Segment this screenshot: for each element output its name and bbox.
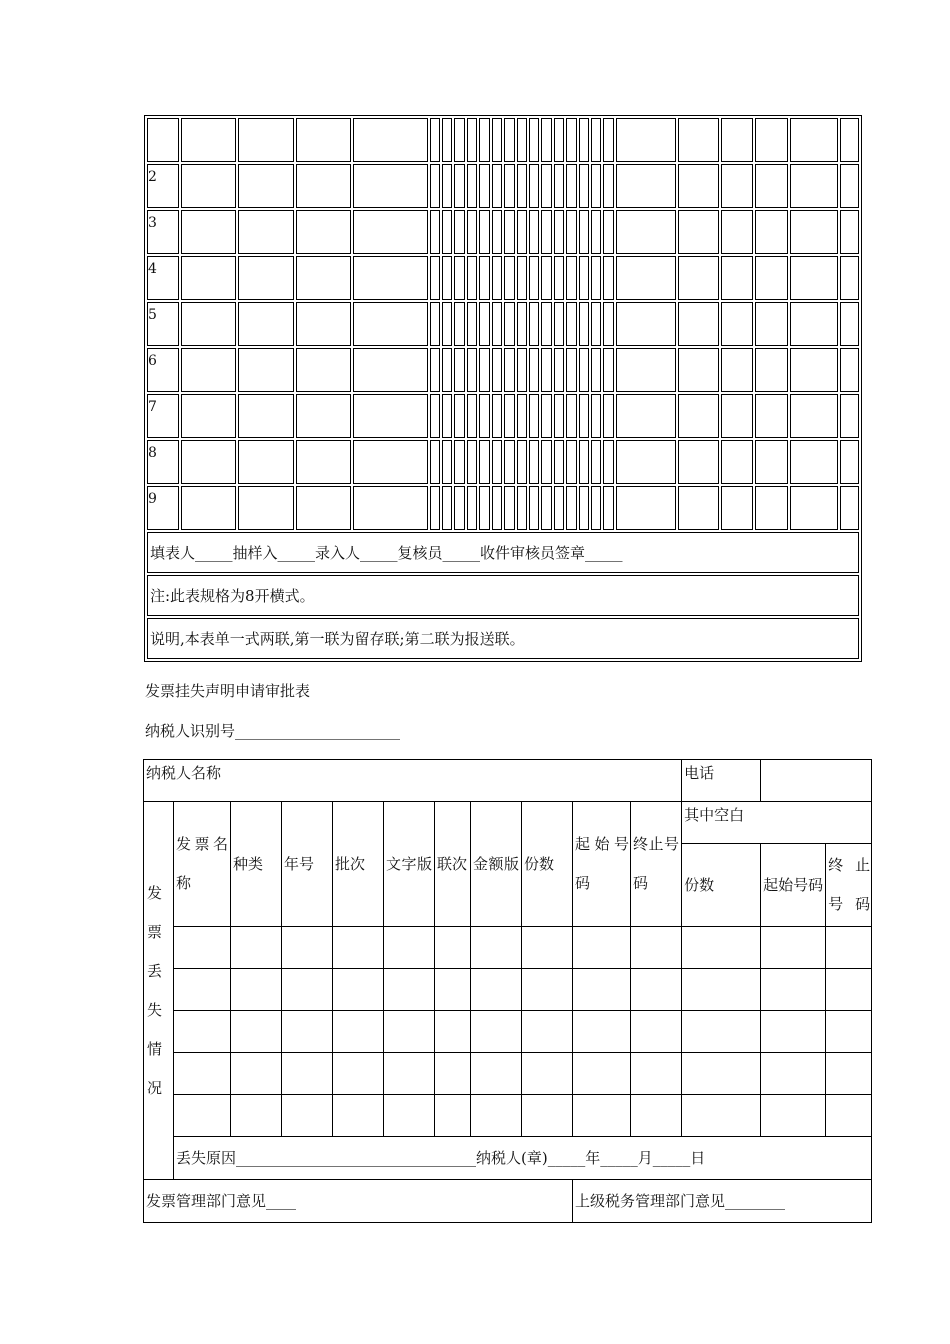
form-title: 发票挂失声明申请审批表 bbox=[145, 682, 311, 700]
table-cell[interactable] bbox=[529, 164, 539, 208]
table-cell[interactable] bbox=[840, 118, 859, 162]
table-cell[interactable] bbox=[721, 348, 753, 392]
table-cell[interactable] bbox=[454, 394, 464, 438]
table-cell[interactable] bbox=[616, 210, 676, 254]
table-cell[interactable] bbox=[603, 348, 613, 392]
col-blank-start: 起始号码 bbox=[761, 844, 826, 927]
taxpayer-name-label: 纳税人名称 bbox=[144, 760, 682, 802]
table-cell[interactable] bbox=[616, 302, 676, 346]
col-end-no: 终止号码 bbox=[631, 802, 682, 927]
phone-value[interactable] bbox=[761, 760, 872, 802]
table-cell[interactable] bbox=[181, 486, 236, 530]
table-cell[interactable] bbox=[517, 164, 527, 208]
table-cell[interactable] bbox=[678, 348, 719, 392]
table-cell[interactable] bbox=[840, 302, 859, 346]
table-row bbox=[147, 302, 859, 346]
table-cell[interactable] bbox=[554, 302, 564, 346]
table-cell[interactable] bbox=[504, 394, 514, 438]
table-cell[interactable] bbox=[479, 164, 489, 208]
table-cell[interactable] bbox=[579, 118, 589, 162]
table-row bbox=[147, 348, 859, 392]
table-cell[interactable] bbox=[238, 210, 293, 254]
table-row bbox=[144, 969, 872, 1011]
table-cell[interactable] bbox=[755, 486, 788, 530]
table-cell[interactable] bbox=[541, 348, 551, 392]
table-cell[interactable] bbox=[616, 256, 676, 300]
table-cell[interactable] bbox=[591, 210, 601, 254]
table-cell[interactable] bbox=[529, 394, 539, 438]
table-cell[interactable] bbox=[492, 486, 502, 530]
table-cell[interactable] bbox=[492, 118, 502, 162]
table-cell[interactable] bbox=[566, 118, 576, 162]
invoice-loss-table bbox=[143, 759, 872, 1223]
table-cell[interactable] bbox=[721, 440, 753, 484]
table-row bbox=[147, 394, 859, 438]
table-cell[interactable] bbox=[541, 302, 551, 346]
table-cell[interactable] bbox=[840, 486, 859, 530]
table-cell[interactable] bbox=[755, 394, 788, 438]
table-row bbox=[147, 486, 859, 530]
table-cell[interactable] bbox=[479, 394, 489, 438]
col-start-no: 起始号码 bbox=[573, 802, 631, 927]
table-cell[interactable] bbox=[504, 256, 514, 300]
table-cell[interactable] bbox=[554, 210, 564, 254]
table-cell[interactable] bbox=[181, 210, 236, 254]
table-cell[interactable] bbox=[755, 256, 788, 300]
table-cell[interactable] bbox=[517, 440, 527, 484]
table-cell[interactable] bbox=[721, 118, 753, 162]
table-cell[interactable] bbox=[529, 348, 539, 392]
table-cell[interactable] bbox=[616, 440, 676, 484]
table-cell[interactable] bbox=[517, 348, 527, 392]
table-cell[interactable] bbox=[541, 256, 551, 300]
table-cell[interactable] bbox=[755, 164, 788, 208]
col-blank-group: 其中空白 bbox=[682, 802, 872, 844]
table-cell[interactable] bbox=[755, 210, 788, 254]
table-cell[interactable] bbox=[353, 118, 428, 162]
table-cell[interactable] bbox=[296, 164, 351, 208]
table-cell[interactable] bbox=[454, 348, 464, 392]
table-cell[interactable] bbox=[238, 118, 293, 162]
table-cell[interactable] bbox=[554, 440, 564, 484]
table-cell[interactable] bbox=[554, 256, 564, 300]
phone-label: 电话 bbox=[682, 760, 761, 802]
col-text-edition: 文字版 bbox=[384, 802, 435, 927]
table-cell[interactable] bbox=[454, 256, 464, 300]
table-cell[interactable] bbox=[353, 348, 428, 392]
table-cell[interactable] bbox=[566, 486, 576, 530]
table-cell[interactable] bbox=[479, 118, 489, 162]
table-cell[interactable] bbox=[603, 210, 613, 254]
table-cell[interactable] bbox=[603, 118, 613, 162]
table-cell[interactable] bbox=[554, 164, 564, 208]
table-cell[interactable] bbox=[603, 486, 613, 530]
table-cell[interactable] bbox=[492, 440, 502, 484]
table-cell[interactable] bbox=[790, 164, 838, 208]
table-cell[interactable] bbox=[678, 394, 719, 438]
table-cell[interactable] bbox=[296, 394, 351, 438]
table-cell[interactable] bbox=[504, 440, 514, 484]
table-cell[interactable] bbox=[353, 164, 428, 208]
table-cell[interactable] bbox=[579, 164, 589, 208]
table-cell[interactable] bbox=[517, 486, 527, 530]
table-cell[interactable] bbox=[467, 486, 477, 530]
table-cell[interactable] bbox=[790, 440, 838, 484]
table-cell[interactable] bbox=[840, 210, 859, 254]
table-cell[interactable] bbox=[454, 486, 464, 530]
table-cell[interactable] bbox=[579, 302, 589, 346]
table-cell[interactable] bbox=[504, 302, 514, 346]
table-cell[interactable] bbox=[296, 486, 351, 530]
table-cell[interactable] bbox=[353, 302, 428, 346]
table-cell[interactable] bbox=[566, 302, 576, 346]
table-cell[interactable] bbox=[529, 118, 539, 162]
table-cell[interactable] bbox=[430, 256, 440, 300]
table-cell[interactable] bbox=[541, 164, 551, 208]
table-cell[interactable] bbox=[603, 440, 613, 484]
table-cell[interactable] bbox=[296, 210, 351, 254]
table-cell[interactable] bbox=[238, 394, 293, 438]
table-cell[interactable] bbox=[442, 486, 452, 530]
col-count: 份数 bbox=[522, 802, 573, 927]
table-cell[interactable] bbox=[678, 440, 719, 484]
row-number bbox=[147, 118, 179, 162]
table-cell[interactable] bbox=[721, 302, 753, 346]
table-cell[interactable] bbox=[467, 118, 477, 162]
col-blank-count: 份数 bbox=[682, 844, 761, 927]
row-number: 9 bbox=[147, 486, 179, 530]
note-line: 注:此表规格为8开横式。 bbox=[147, 575, 859, 616]
table-cell[interactable] bbox=[721, 394, 753, 438]
table-cell[interactable] bbox=[430, 118, 440, 162]
table-cell[interactable] bbox=[790, 118, 838, 162]
table-cell[interactable] bbox=[554, 118, 564, 162]
section-label bbox=[144, 802, 174, 1180]
table-cell[interactable] bbox=[603, 164, 613, 208]
table-cell[interactable] bbox=[181, 164, 236, 208]
table-cell[interactable] bbox=[442, 210, 452, 254]
table-cell[interactable] bbox=[467, 440, 477, 484]
table-cell[interactable] bbox=[442, 348, 452, 392]
table-cell[interactable] bbox=[603, 256, 613, 300]
table-cell[interactable] bbox=[467, 348, 477, 392]
table-cell[interactable] bbox=[579, 256, 589, 300]
table-cell[interactable] bbox=[296, 348, 351, 392]
table-cell[interactable] bbox=[678, 486, 719, 530]
table-cell[interactable] bbox=[840, 164, 859, 208]
table-row bbox=[147, 440, 859, 484]
table-cell[interactable] bbox=[492, 302, 502, 346]
col-copies: 联次 bbox=[435, 802, 471, 927]
table-cell[interactable] bbox=[755, 118, 788, 162]
table-cell[interactable] bbox=[479, 302, 489, 346]
table-cell[interactable] bbox=[566, 210, 576, 254]
table-row bbox=[144, 927, 872, 969]
table-cell[interactable] bbox=[492, 256, 502, 300]
table-cell[interactable] bbox=[541, 394, 551, 438]
table-cell[interactable] bbox=[181, 440, 236, 484]
table-cell[interactable] bbox=[579, 394, 589, 438]
taxpayer-id-line: 纳税人识别号______________________ bbox=[145, 722, 401, 740]
table-cell[interactable] bbox=[442, 256, 452, 300]
table-cell[interactable] bbox=[579, 440, 589, 484]
section-label-char: 丢 bbox=[147, 961, 163, 980]
table-cell[interactable] bbox=[678, 210, 719, 254]
table-cell[interactable] bbox=[238, 348, 293, 392]
table-cell[interactable] bbox=[790, 256, 838, 300]
table-cell[interactable] bbox=[755, 302, 788, 346]
table-cell[interactable] bbox=[541, 486, 551, 530]
table-cell[interactable] bbox=[566, 394, 576, 438]
table-cell[interactable] bbox=[678, 256, 719, 300]
table-cell[interactable] bbox=[238, 486, 293, 530]
table-cell[interactable] bbox=[616, 486, 676, 530]
table-row bbox=[144, 1011, 872, 1053]
table-row bbox=[147, 164, 859, 208]
table-cell[interactable] bbox=[238, 256, 293, 300]
table-cell[interactable] bbox=[454, 440, 464, 484]
table-cell[interactable] bbox=[616, 348, 676, 392]
table-cell[interactable] bbox=[517, 256, 527, 300]
table-cell[interactable] bbox=[616, 164, 676, 208]
table-row bbox=[147, 256, 859, 300]
table-cell[interactable] bbox=[454, 118, 464, 162]
table-cell[interactable] bbox=[479, 486, 489, 530]
table-cell[interactable] bbox=[721, 256, 753, 300]
table-cell[interactable] bbox=[554, 486, 564, 530]
table-cell[interactable] bbox=[296, 256, 351, 300]
table-cell[interactable] bbox=[442, 440, 452, 484]
section-label-char: 失 bbox=[147, 1000, 163, 1019]
table-cell[interactable] bbox=[353, 440, 428, 484]
table-cell[interactable] bbox=[467, 210, 477, 254]
table-cell[interactable] bbox=[541, 210, 551, 254]
section-label-char: 况 bbox=[147, 1078, 163, 1097]
table-cell[interactable] bbox=[790, 210, 838, 254]
table-cell[interactable] bbox=[603, 302, 613, 346]
table-cell[interactable] bbox=[430, 164, 440, 208]
col-blank-end: 终止号码 bbox=[826, 844, 872, 927]
table-cell[interactable] bbox=[616, 394, 676, 438]
loss-reason-line: 丢失原因________________________________纳税人(章)_____年_____月_____日 bbox=[174, 1137, 872, 1180]
table-cell[interactable] bbox=[296, 302, 351, 346]
section-label-char: 发 bbox=[147, 883, 163, 902]
row-number: 6 bbox=[147, 348, 179, 392]
table-cell[interactable] bbox=[479, 440, 489, 484]
table-cell[interactable] bbox=[616, 118, 676, 162]
table-cell[interactable] bbox=[721, 164, 753, 208]
table-cell[interactable] bbox=[238, 440, 293, 484]
table-cell[interactable] bbox=[566, 440, 576, 484]
table-cell[interactable] bbox=[790, 348, 838, 392]
table-cell[interactable] bbox=[296, 440, 351, 484]
table-cell[interactable] bbox=[579, 348, 589, 392]
table-cell[interactable] bbox=[591, 348, 601, 392]
table-cell[interactable] bbox=[591, 256, 601, 300]
table-row bbox=[147, 118, 859, 162]
table-cell[interactable] bbox=[566, 256, 576, 300]
table-row bbox=[147, 210, 859, 254]
table-cell[interactable] bbox=[479, 210, 489, 254]
table-cell[interactable] bbox=[181, 394, 236, 438]
table-cell[interactable] bbox=[492, 164, 502, 208]
table-cell[interactable] bbox=[603, 394, 613, 438]
table-cell[interactable] bbox=[840, 256, 859, 300]
table-cell[interactable] bbox=[591, 302, 601, 346]
section-label-char: 票 bbox=[147, 922, 163, 941]
row-number: 2 bbox=[147, 164, 179, 208]
table-cell[interactable] bbox=[721, 486, 753, 530]
col-invoice-name: 发票名称 bbox=[174, 802, 231, 927]
table-cell[interactable] bbox=[591, 394, 601, 438]
table-cell[interactable] bbox=[442, 164, 452, 208]
table-cell[interactable] bbox=[541, 440, 551, 484]
register-table bbox=[144, 115, 862, 662]
table-cell[interactable] bbox=[430, 302, 440, 346]
table-cell[interactable] bbox=[517, 118, 527, 162]
table-cell[interactable] bbox=[554, 348, 564, 392]
table-cell[interactable] bbox=[467, 164, 477, 208]
table-cell[interactable] bbox=[529, 210, 539, 254]
table-cell[interactable] bbox=[353, 210, 428, 254]
table-cell[interactable] bbox=[504, 118, 514, 162]
table-cell[interactable] bbox=[678, 164, 719, 208]
table-cell[interactable] bbox=[442, 302, 452, 346]
table-cell[interactable] bbox=[430, 440, 440, 484]
table-cell[interactable] bbox=[238, 302, 293, 346]
table-cell[interactable] bbox=[442, 394, 452, 438]
row-number: 4 bbox=[147, 256, 179, 300]
row-number: 3 bbox=[147, 210, 179, 254]
table-cell[interactable] bbox=[840, 440, 859, 484]
section-label-char: 情 bbox=[147, 1039, 163, 1058]
table-cell[interactable] bbox=[296, 118, 351, 162]
table-cell[interactable] bbox=[790, 302, 838, 346]
row-number: 8 bbox=[147, 440, 179, 484]
table-cell[interactable] bbox=[181, 348, 236, 392]
table-cell[interactable] bbox=[454, 302, 464, 346]
table-row bbox=[144, 1095, 872, 1137]
table-cell[interactable] bbox=[554, 394, 564, 438]
table-row bbox=[144, 1053, 872, 1095]
table-cell[interactable] bbox=[591, 440, 601, 484]
table-cell[interactable] bbox=[353, 486, 428, 530]
col-batch: 批次 bbox=[333, 802, 384, 927]
table-cell[interactable] bbox=[504, 164, 514, 208]
dept-opinion: 发票管理部门意见____ bbox=[144, 1180, 573, 1223]
table-cell[interactable] bbox=[721, 210, 753, 254]
table-cell[interactable] bbox=[790, 486, 838, 530]
table-cell[interactable] bbox=[840, 394, 859, 438]
table-cell[interactable] bbox=[467, 394, 477, 438]
table-cell[interactable] bbox=[517, 394, 527, 438]
table-cell[interactable] bbox=[529, 486, 539, 530]
explanation-line: 说明,本表单一式两联,第一联为留存联;第二联为报送联。 bbox=[147, 618, 859, 659]
table-cell[interactable] bbox=[579, 486, 589, 530]
table-cell[interactable] bbox=[579, 210, 589, 254]
table-cell[interactable] bbox=[504, 210, 514, 254]
table-cell[interactable] bbox=[678, 302, 719, 346]
table-cell[interactable] bbox=[181, 302, 236, 346]
table-cell[interactable] bbox=[529, 256, 539, 300]
upper-dept-opinion: 上级税务管理部门意见________ bbox=[573, 1180, 872, 1223]
table-cell[interactable] bbox=[678, 118, 719, 162]
table-cell[interactable] bbox=[591, 486, 601, 530]
col-amount-edition: 金额版 bbox=[471, 802, 522, 927]
col-type: 种类 bbox=[231, 802, 282, 927]
table-cell[interactable] bbox=[566, 164, 576, 208]
table-cell[interactable] bbox=[541, 118, 551, 162]
col-year: 年号 bbox=[282, 802, 333, 927]
table-cell[interactable] bbox=[454, 164, 464, 208]
table-cell[interactable] bbox=[430, 348, 440, 392]
table-cell[interactable] bbox=[479, 348, 489, 392]
table-cell[interactable] bbox=[517, 210, 527, 254]
table-cell[interactable] bbox=[467, 256, 477, 300]
table-cell[interactable] bbox=[517, 302, 527, 346]
table-cell[interactable] bbox=[755, 440, 788, 484]
table-cell[interactable] bbox=[566, 348, 576, 392]
table-cell[interactable] bbox=[181, 256, 236, 300]
table-cell[interactable] bbox=[591, 118, 601, 162]
table-cell[interactable] bbox=[442, 118, 452, 162]
table-cell[interactable] bbox=[353, 394, 428, 438]
table-cell[interactable] bbox=[492, 210, 502, 254]
table-cell[interactable] bbox=[840, 348, 859, 392]
table-cell[interactable] bbox=[529, 302, 539, 346]
table-cell[interactable] bbox=[181, 118, 236, 162]
table-cell[interactable] bbox=[238, 164, 293, 208]
table-cell[interactable] bbox=[430, 486, 440, 530]
table-cell[interactable] bbox=[454, 210, 464, 254]
table-cell[interactable] bbox=[790, 394, 838, 438]
table-cell[interactable] bbox=[504, 486, 514, 530]
row-number: 5 bbox=[147, 302, 179, 346]
table-cell[interactable] bbox=[504, 348, 514, 392]
table-cell[interactable] bbox=[755, 348, 788, 392]
table-cell[interactable] bbox=[492, 348, 502, 392]
table-cell[interactable] bbox=[353, 256, 428, 300]
table-cell[interactable] bbox=[479, 256, 489, 300]
table-cell[interactable] bbox=[467, 302, 477, 346]
table-cell[interactable] bbox=[591, 164, 601, 208]
signature-line: 填表人_____抽样入_____录入人_____复核员_____收件审核员签章_____ bbox=[147, 532, 859, 573]
table-cell[interactable] bbox=[492, 394, 502, 438]
table-cell[interactable] bbox=[430, 394, 440, 438]
table-cell[interactable] bbox=[430, 210, 440, 254]
row-number: 7 bbox=[147, 394, 179, 438]
table-cell[interactable] bbox=[529, 440, 539, 484]
